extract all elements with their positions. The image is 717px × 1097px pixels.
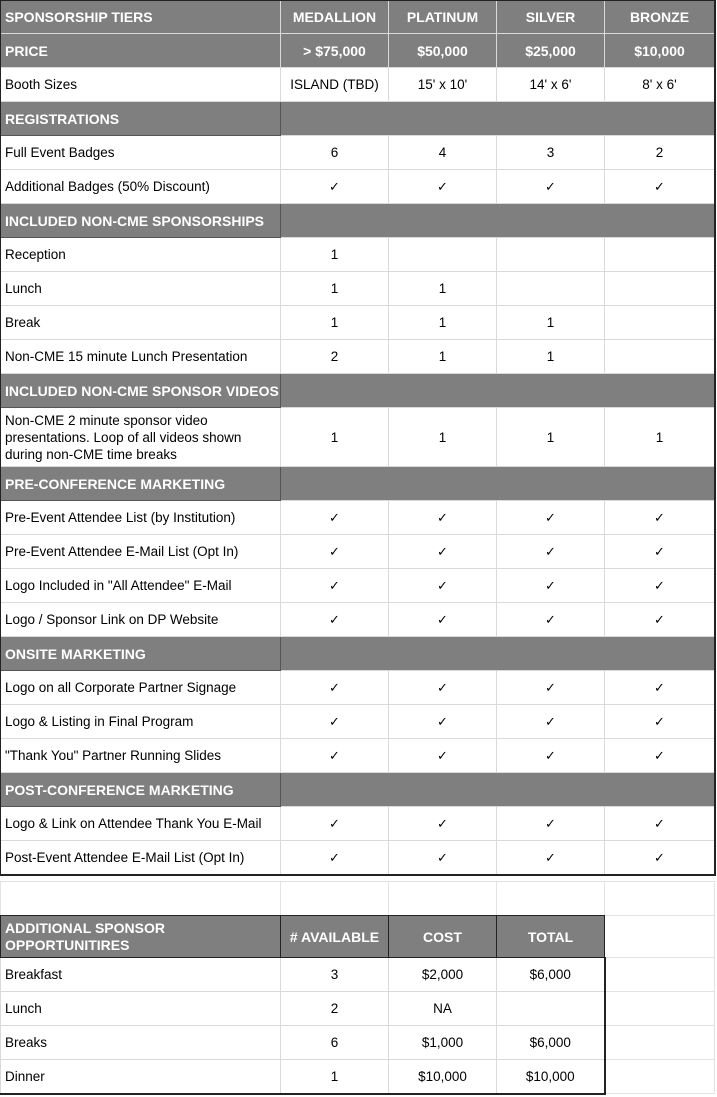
table-row (1, 238, 715, 272)
price-label-cell[interactable]: PRICE (1, 34, 281, 68)
check-cell[interactable]: ✓ (605, 569, 715, 603)
section-fill-cell[interactable] (281, 467, 715, 501)
table-row (1, 841, 715, 875)
check-cell[interactable]: ✓ (497, 739, 605, 773)
check-cell[interactable]: ✓ (497, 671, 605, 705)
section-header-row (1, 467, 715, 501)
total-header[interactable]: TOTAL (497, 916, 605, 958)
table-row (1, 992, 715, 1026)
value-cell[interactable]: 8' x 6' (605, 68, 715, 102)
section-non-cme-sponsorships-cell[interactable]: INCLUDED NON-CME SPONSORSHIPS (1, 204, 281, 238)
table-row (1, 1060, 715, 1094)
value-cell[interactable]: 1 (389, 272, 497, 306)
section-fill-cell[interactable] (281, 374, 715, 408)
value-cell[interactable] (605, 272, 715, 306)
row-label-cell[interactable]: Non-CME 15 minute Lunch Presentation (1, 340, 281, 374)
check-cell[interactable]: ✓ (605, 501, 715, 535)
table-row (1, 408, 715, 467)
section-fill-cell[interactable] (281, 204, 715, 238)
price-cell[interactable]: > $75,000 (281, 34, 389, 68)
check-cell[interactable]: ✓ (389, 569, 497, 603)
value-cell[interactable] (389, 238, 497, 272)
check-cell[interactable]: ✓ (281, 603, 389, 637)
empty-cell[interactable] (281, 882, 389, 916)
section-fill-cell[interactable] (281, 637, 715, 671)
total-cell[interactable]: $10,000 (497, 1060, 605, 1094)
section-header-row (1, 204, 715, 238)
row-label-cell[interactable]: Logo & Link on Attendee Thank You E-Mail (1, 807, 281, 841)
value-cell[interactable]: 2 (281, 340, 389, 374)
cost-cell[interactable]: $2,000 (389, 958, 497, 992)
empty-spacer-row (0, 881, 715, 916)
check-cell[interactable]: ✓ (497, 569, 605, 603)
check-cell[interactable]: ✓ (605, 841, 715, 875)
check-cell[interactable]: ✓ (605, 705, 715, 739)
check-cell[interactable]: ✓ (389, 739, 497, 773)
section-header-row (1, 637, 715, 671)
tier-silver-header[interactable]: SILVER (497, 1, 605, 34)
row-label-cell[interactable]: Non-CME 2 minute sponsor video presentations. Loop of all videos shown during non-CME time breaks (1, 408, 281, 467)
check-cell[interactable]: ✓ (497, 501, 605, 535)
check-cell[interactable]: ✓ (281, 739, 389, 773)
check-cell[interactable]: ✓ (389, 170, 497, 204)
check-cell[interactable]: ✓ (281, 841, 389, 875)
value-cell[interactable]: 3 (497, 136, 605, 170)
value-cell[interactable]: 1 (389, 306, 497, 340)
check-cell[interactable]: ✓ (281, 535, 389, 569)
row-label-cell[interactable]: Pre-Event Attendee E-Mail List (Opt In) (1, 535, 281, 569)
table-row (1, 136, 715, 170)
cost-header[interactable]: COST (389, 916, 497, 958)
value-cell[interactable]: 1 (389, 408, 497, 467)
available-cell[interactable]: 2 (281, 992, 389, 1026)
table-row (1, 1026, 715, 1060)
row-label-cell[interactable]: Lunch (1, 272, 281, 306)
row-label-cell[interactable]: Break (1, 306, 281, 340)
check-cell[interactable]: ✓ (389, 535, 497, 569)
table-row (1, 739, 715, 773)
check-cell[interactable]: ✓ (281, 671, 389, 705)
table-row (1, 603, 715, 637)
section-post-conference-cell[interactable]: POST-CONFERENCE MARKETING (1, 773, 281, 807)
opportunity-name-cell[interactable]: Breakfast (1, 958, 281, 992)
check-cell[interactable]: ✓ (605, 170, 715, 204)
empty-cell[interactable] (605, 992, 715, 1026)
row-label-cell[interactable]: Logo & Listing in Final Program (1, 705, 281, 739)
section-non-cme-videos-cell[interactable]: INCLUDED NON-CME SPONSOR VIDEOS (1, 374, 281, 408)
empty-cell[interactable] (605, 958, 715, 992)
value-cell[interactable] (497, 272, 605, 306)
value-cell[interactable] (497, 238, 605, 272)
check-cell[interactable]: ✓ (605, 603, 715, 637)
check-cell[interactable]: ✓ (497, 807, 605, 841)
table-row (1, 569, 715, 603)
value-cell[interactable] (605, 306, 715, 340)
check-cell[interactable]: ✓ (281, 569, 389, 603)
row-label-cell[interactable]: Full Event Badges (1, 136, 281, 170)
row-label-cell[interactable]: Logo / Sponsor Link on DP Website (1, 603, 281, 637)
opportunity-name-cell[interactable]: Lunch (1, 992, 281, 1026)
section-fill-cell[interactable] (281, 773, 715, 807)
value-cell[interactable]: 1 (497, 408, 605, 467)
row-label-cell[interactable]: Reception (1, 238, 281, 272)
row-label-cell[interactable]: Pre-Event Attendee List (by Institution) (1, 501, 281, 535)
available-cell[interactable]: 1 (281, 1060, 389, 1094)
value-cell[interactable]: 4 (389, 136, 497, 170)
value-cell[interactable]: 1 (497, 306, 605, 340)
check-cell[interactable]: ✓ (389, 671, 497, 705)
check-cell[interactable]: ✓ (281, 501, 389, 535)
section-header-row (1, 773, 715, 807)
check-cell[interactable]: ✓ (281, 705, 389, 739)
cost-cell[interactable]: NA (389, 992, 497, 1026)
empty-cell[interactable] (605, 1060, 715, 1094)
value-cell[interactable]: 1 (281, 272, 389, 306)
empty-cell[interactable] (605, 1026, 715, 1060)
table-row (1, 535, 715, 569)
cost-cell[interactable]: $1,000 (389, 1026, 497, 1060)
opportunity-name-cell[interactable]: Dinner (1, 1060, 281, 1094)
check-cell[interactable]: ✓ (605, 807, 715, 841)
check-cell[interactable]: ✓ (281, 807, 389, 841)
table-row (1, 170, 715, 204)
empty-cell[interactable] (605, 916, 715, 958)
check-cell[interactable]: ✓ (281, 170, 389, 204)
header-label-cell[interactable]: SPONSORSHIP TIERS (1, 1, 281, 34)
section-header-row (1, 374, 715, 408)
additional-header-row (1, 916, 715, 958)
available-header[interactable]: # AVAILABLE (281, 916, 389, 958)
value-cell[interactable]: 1 (389, 340, 497, 374)
table-row (1, 501, 715, 535)
section-pre-conference-cell[interactable]: PRE-CONFERENCE MARKETING (1, 467, 281, 501)
row-label-cell[interactable]: Logo on all Corporate Partner Signage (1, 671, 281, 705)
section-onsite-cell[interactable]: ONSITE MARKETING (1, 637, 281, 671)
value-cell[interactable]: 1 (281, 238, 389, 272)
value-cell[interactable]: 1 (605, 408, 715, 467)
empty-cell[interactable] (1, 882, 281, 916)
check-cell[interactable]: ✓ (605, 739, 715, 773)
cost-cell[interactable]: $10,000 (389, 1060, 497, 1094)
check-cell[interactable]: ✓ (497, 603, 605, 637)
check-cell[interactable]: ✓ (497, 535, 605, 569)
price-cell[interactable]: $50,000 (389, 34, 497, 68)
section-registrations-cell[interactable]: REGISTRATIONS (1, 102, 281, 136)
table-row (1, 671, 715, 705)
price-cell[interactable]: $25,000 (497, 34, 605, 68)
tier-medallion-header[interactable]: MEDALLION (281, 1, 389, 34)
table-row (1, 306, 715, 340)
check-cell[interactable]: ✓ (497, 705, 605, 739)
available-cell[interactable]: 6 (281, 1026, 389, 1060)
check-cell[interactable]: ✓ (389, 807, 497, 841)
value-cell[interactable]: ISLAND (TBD) (281, 68, 389, 102)
section-header-row (1, 102, 715, 136)
value-cell[interactable]: 1 (497, 340, 605, 374)
value-cell[interactable]: 6 (281, 136, 389, 170)
table-row (1, 807, 715, 841)
table-row (1, 68, 715, 102)
value-cell[interactable]: 1 (281, 408, 389, 467)
additional-header-label[interactable]: ADDITIONAL SPONSOR OPPORTUNITIRES (1, 916, 281, 958)
value-cell[interactable] (605, 238, 715, 272)
additional-opportunities-table (0, 915, 715, 1095)
value-cell[interactable]: 1 (281, 306, 389, 340)
check-cell[interactable]: ✓ (389, 603, 497, 637)
check-cell[interactable]: ✓ (605, 671, 715, 705)
row-label-cell[interactable]: "Thank You" Partner Running Slides (1, 739, 281, 773)
tiers-header-row (1, 1, 715, 34)
empty-cell[interactable] (497, 882, 605, 916)
section-fill-cell[interactable] (281, 102, 715, 136)
table-row (1, 272, 715, 306)
available-cell[interactable]: 3 (281, 958, 389, 992)
total-cell[interactable]: $6,000 (497, 1026, 605, 1060)
total-cell[interactable] (497, 992, 605, 1026)
opportunity-name-cell[interactable]: Breaks (1, 1026, 281, 1060)
row-label-cell[interactable]: Logo Included in "All Attendee" E-Mail (1, 569, 281, 603)
check-cell[interactable]: ✓ (389, 841, 497, 875)
price-row (1, 34, 715, 68)
tier-bronze-header[interactable]: BRONZE (605, 1, 715, 34)
check-cell[interactable]: ✓ (497, 170, 605, 204)
value-cell[interactable] (605, 340, 715, 374)
row-label-cell[interactable]: Post-Event Attendee E-Mail List (Opt In) (1, 841, 281, 875)
row-label-cell[interactable]: Additional Badges (50% Discount) (1, 170, 281, 204)
empty-cell[interactable] (605, 882, 715, 916)
empty-cell[interactable] (389, 882, 497, 916)
total-cell[interactable]: $6,000 (497, 958, 605, 992)
check-cell[interactable]: ✓ (389, 705, 497, 739)
table-row (1, 340, 715, 374)
check-cell[interactable]: ✓ (605, 535, 715, 569)
tier-platinum-header[interactable]: PLATINUM (389, 1, 497, 34)
table-row (1, 705, 715, 739)
check-cell[interactable]: ✓ (497, 841, 605, 875)
value-cell[interactable]: 15' x 10' (389, 68, 497, 102)
table-row (1, 958, 715, 992)
value-cell[interactable]: 14' x 6' (497, 68, 605, 102)
row-label-cell[interactable]: Booth Sizes (1, 68, 281, 102)
value-cell[interactable]: 2 (605, 136, 715, 170)
price-cell[interactable]: $10,000 (605, 34, 715, 68)
check-cell[interactable]: ✓ (389, 501, 497, 535)
